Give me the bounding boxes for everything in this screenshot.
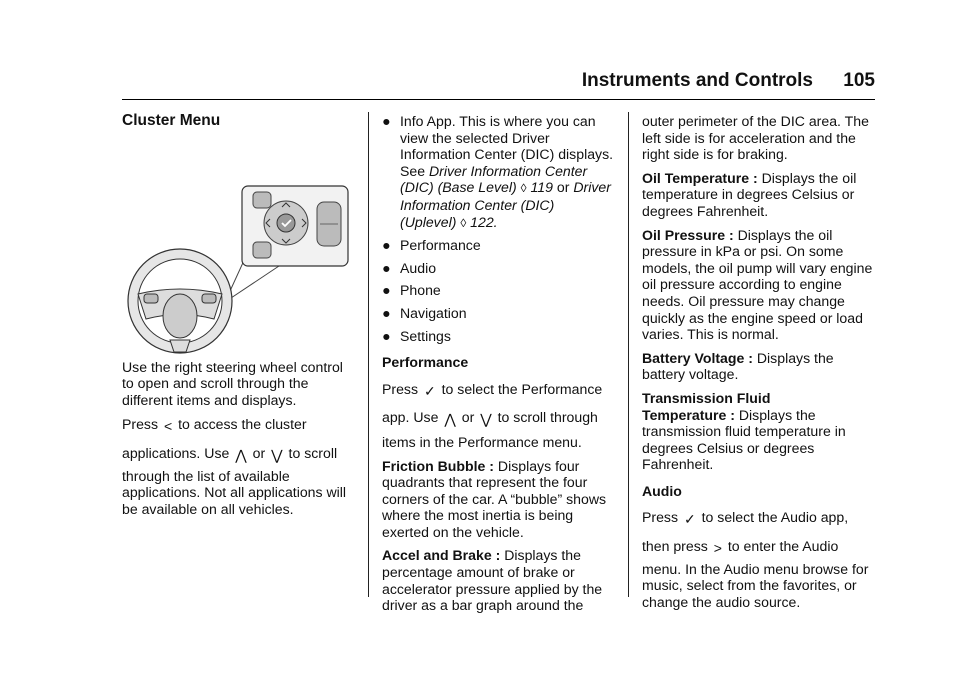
- accel-brake: Accel and Brake : Displays the percentage amount of brake or accelerator pressure applied by the driver as a bar graph around the: [382, 547, 603, 614]
- up-arrow-icon: ⋀: [444, 411, 456, 428]
- perf-press-line: Press ✓ to select the Performance: [382, 380, 603, 399]
- perf-use-line: app. Use ⋀ or ⋁ to scroll through: [382, 409, 598, 428]
- audio-heading: Audio: [642, 482, 682, 499]
- transmission-fluid: Transmission Fluid Temperature : Displays the transmission fluid temperature in degrees Celsius or degrees Fahrenheit.: [642, 389, 846, 473]
- cluster-use-line: applications. Use ⋀ or ⋁ to scroll: [122, 444, 338, 463]
- list-item: ● Audio: [382, 259, 437, 276]
- checkmark-icon: ✓: [423, 382, 436, 399]
- column-1: [122, 113, 354, 524]
- header-rule: [122, 99, 875, 100]
- audio-then-line: then press > to enter the Audio: [642, 538, 839, 557]
- accel-continued: outer perimeter of the DIC area. The left side is for acceleration and the right side is for braking.: [642, 113, 869, 163]
- battery-voltage: Battery Voltage : Displays the battery voltage.: [642, 349, 834, 383]
- performance-heading: Performance: [382, 354, 469, 371]
- oil-pressure: Oil Pressure : Displays the oil pressure in kPa or psi. On some models, the oil pump will vary engine oil pressure according to engine needs. Oil pressure may change quickly as the engine speed or load varies. This is normal.: [642, 226, 873, 343]
- cluster-menu-heading: Cluster Menu: [122, 112, 221, 129]
- audio-press-line: Press ✓ to select the Audio app,: [642, 509, 849, 528]
- page-header: [122, 70, 875, 100]
- list-item: ● Performance: [382, 237, 481, 254]
- steering-wheel-drawing: [122, 144, 354, 359]
- down-arrow-icon: ⋁: [480, 411, 492, 428]
- cluster-intro: Use the right steering wheel control to open and scroll through the different items and displays.: [122, 358, 343, 408]
- section-title: Instruments and Controls: [581, 70, 813, 91]
- column-divider-1: [368, 112, 369, 597]
- oil-temperature: Oil Temperature : Displays the oil temperature in degrees Celsius or degrees Fahrenheit.: [642, 169, 857, 219]
- friction-bubble: Friction Bubble : Displays four quadrants that represent the four corners of the car. A “bubble” shows where the most inertia is being exerted on the vehicle.: [382, 457, 607, 540]
- steering-wheel-illustration: [122, 144, 354, 359]
- column-3: [642, 113, 880, 617]
- column-divider-2: [628, 112, 629, 597]
- list-item: ● Navigation: [382, 304, 467, 321]
- column-2: [382, 113, 614, 621]
- dic-uplevel-link[interactable]: Driver Information Center (DIC) (Uplevel): [400, 179, 611, 230]
- list-item: ● Info App. This is where you can view the selected Driver Information Center (DIC) displays. See Driver Information Center (DIC) (Base Level) ◊ 119 or Driver Information Center (DIC) (Uplevel) ◊ 122.: [382, 113, 614, 230]
- left-arrow-icon: <: [163, 418, 173, 435]
- checkmark-icon: ✓: [683, 511, 696, 528]
- list-item: ● Settings: [382, 327, 451, 344]
- perf-items: items in the Performance menu.: [382, 433, 582, 450]
- down-arrow-icon: ⋁: [271, 446, 283, 463]
- list-item: ● Phone: [382, 282, 441, 299]
- right-arrow-icon: >: [713, 540, 722, 557]
- dic-base-link[interactable]: Driver Information Center (DIC) (Base Level): [400, 162, 588, 196]
- page-ref-icon: ◊: [520, 181, 527, 196]
- cluster-press-line: Press < to access the cluster: [122, 416, 307, 435]
- page-ref-icon: ◊: [460, 215, 467, 230]
- cluster-apps-note: through the list of available applications. Not all applications will be available on all vehicles.: [122, 467, 347, 517]
- audio-menu: menu. In the Audio menu browse for music, select from the favorites, or change the audio source.: [642, 560, 869, 610]
- page-number: 105: [843, 70, 875, 91]
- up-arrow-icon: ⋀: [235, 446, 247, 463]
